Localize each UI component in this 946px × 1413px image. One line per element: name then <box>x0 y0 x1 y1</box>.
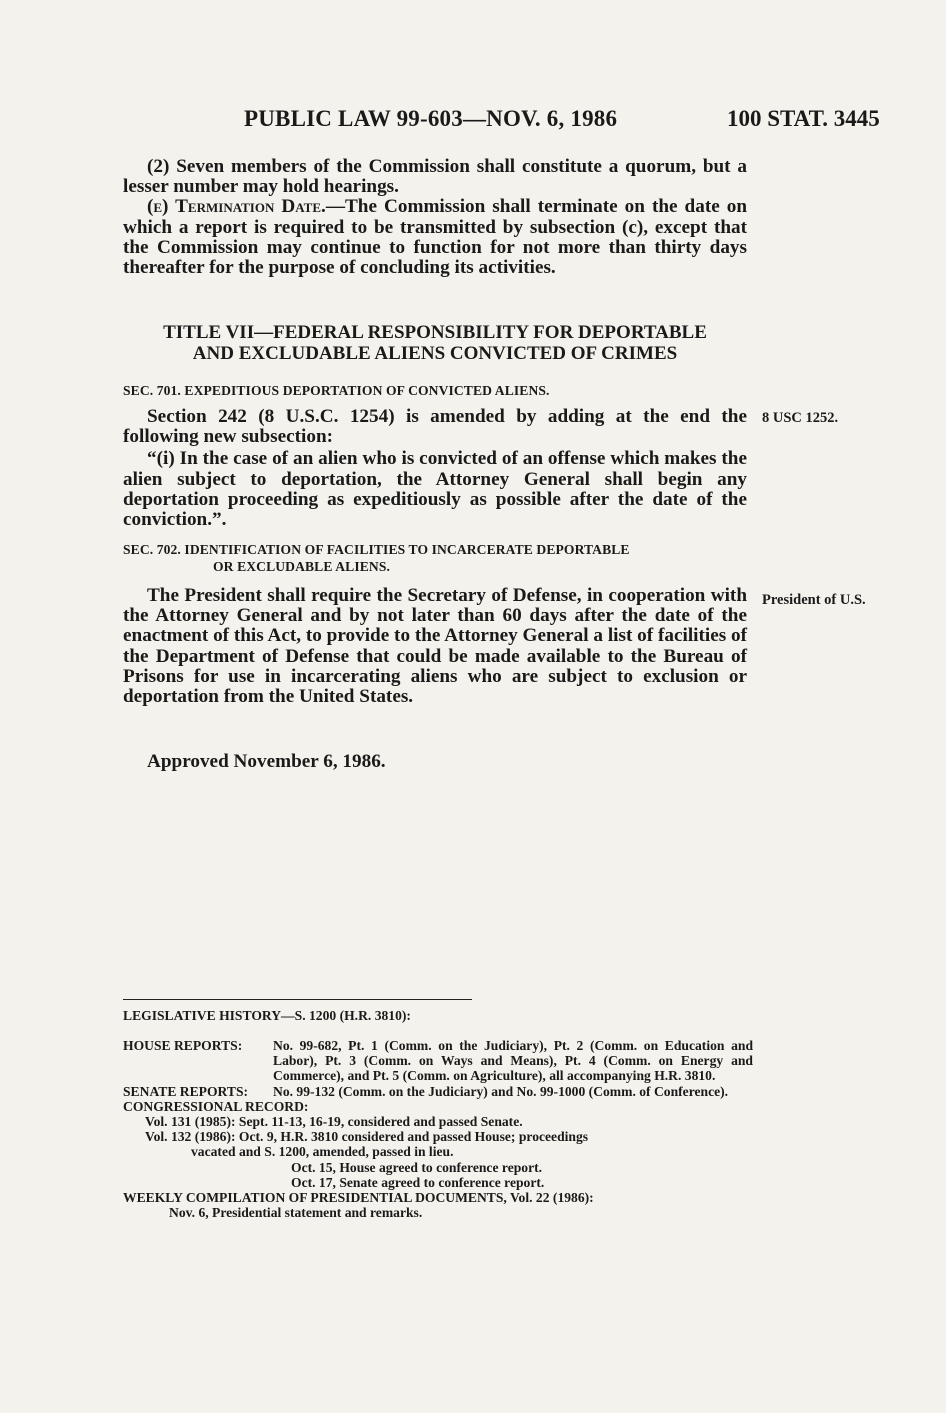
congressional-record-label: CONGRESSIONAL RECORD: <box>123 1098 309 1114</box>
legislative-history-body <box>123 1038 753 1220</box>
margin-note-president: President of U.S. <box>762 592 866 608</box>
paragraph-quorum: (2) Seven members of the Commission shall constitute a quorum, but a lesser number may hold hearings. <box>123 156 747 198</box>
header-title: PUBLIC LAW 99-603—NOV. 6, 1986 <box>244 106 618 131</box>
margin-note-usc: 8 USC 1252. <box>762 410 839 426</box>
paragraph-president-requirement: The President shall require the Secretary of Defense, in cooperation with the Attorney General and by not later than 60 days after the date of the enactment of this Act, to provide to the Attorney General a list of facilities of the Department of Defense that could be made available to the Bureau of Prisons for use in incarcerating aliens who are subject to exclusion or deportation from the United States. <box>123 585 747 708</box>
termination-date-heading: (e) Termination Date. <box>147 196 326 218</box>
section-702-body <box>123 586 747 707</box>
paragraph-termination <box>123 197 747 278</box>
approval-date: Approved November 6, 1986. <box>147 751 386 772</box>
house-reports <box>123 1038 753 1084</box>
record-oct-17: Oct. 17, Senate agreed to conference report. <box>291 1174 545 1190</box>
title-line-1: TITLE VII—FEDERAL RESPONSIBILITY FOR DEPORTABLE <box>163 322 707 343</box>
termination-text: —The Commission shall terminate on the date on which a report is required to be transmitted by subsection (c), except that the Commission may continue to function for not more than thirty days thereafter for the purpose of concluding its activities. <box>123 196 748 279</box>
title-vii-heading <box>123 322 747 364</box>
paragraph-section-242: Section 242 (8 U.S.C. 1254) is amended by adding at the end the following new subsection: <box>123 406 747 448</box>
senate-reports-text: No. 99-132 (Comm. on the Judiciary) and No. 99-1000 (Comm. of Conference). <box>273 1083 729 1099</box>
house-reports-text: No. 99-682, Pt. 1 (Comm. on the Judiciary), Pt. 2 (Comm. on Education and Labor), Pt. 3 (Comm. on Ways and Means), Pt. 4 (Comm. on Energy and Commerce), and Pt. 5 (Comm. on Agriculture), all accompanying H.R. 3810. <box>273 1038 753 1084</box>
running-header <box>0 106 946 140</box>
weekly-nov-6: Nov. 6, Presidential statement and remarks. <box>169 1205 423 1221</box>
record-vol-132-line-1: Vol. 132 (1986): Oct. 9, H.R. 3810 considered and passed House; proceedings <box>145 1129 589 1145</box>
section-702-heading <box>123 541 747 575</box>
senate-reports <box>123 1084 753 1099</box>
body-text-top <box>123 157 747 278</box>
record-oct-15: Oct. 15, House agreed to conference report. <box>291 1159 543 1175</box>
title-line-2: AND EXCLUDABLE ALIENS CONVICTED OF CRIMES <box>192 343 678 364</box>
header-stat-page: 100 STAT. 3445 <box>727 106 880 131</box>
record-vol-132-line-2: vacated and S. 1200, amended, passed in lieu. <box>191 1144 454 1160</box>
legislative-history-rule <box>123 999 472 1000</box>
paragraph-subsection-i: “(i) In the case of an alien who is convicted of an offense which makes the alien subject to deportation, the Attorney General shall begin any deportation proceeding as expeditiously as possible after the date of the conviction.”. <box>123 448 747 531</box>
section-701-body <box>123 407 747 530</box>
section-701-heading: SEC. 701. EXPEDITIOUS DEPORTATION OF CONVICTED ALIENS. <box>123 383 550 398</box>
approval-block <box>123 752 747 772</box>
section-702-line-2: OR EXCLUDABLE ALIENS. <box>213 559 390 574</box>
section-702-line-1: SEC. 702. IDENTIFICATION OF FACILITIES TO INCARCERATE DEPORTABLE <box>123 542 630 557</box>
house-reports-label: HOUSE REPORTS: <box>123 1038 243 1053</box>
senate-reports-label: SENATE REPORTS: <box>123 1083 249 1099</box>
legislative-history-heading: LEGISLATIVE HISTORY—S. 1200 (H.R. 3810): <box>123 1008 411 1023</box>
weekly-compilation: WEEKLY COMPILATION OF PRESIDENTIAL DOCUMENTS, Vol. 22 (1986): <box>123 1190 594 1206</box>
record-vol-131: Vol. 131 (1985): Sept. 11-13, 16-19, considered and passed Senate. <box>145 1114 523 1130</box>
